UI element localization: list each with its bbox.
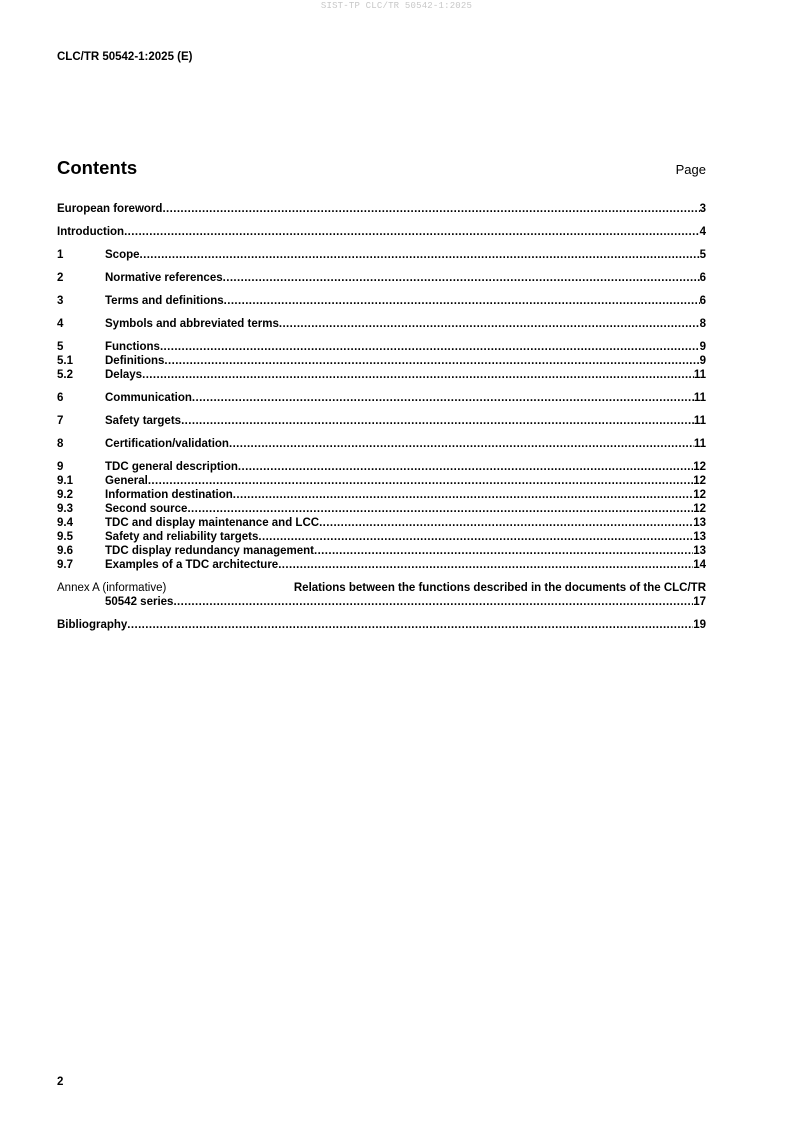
toc-entry[interactable]	[57, 225, 706, 239]
toc-entry-number: 5.2	[57, 369, 73, 381]
toc-entry-page: 14	[693, 559, 706, 571]
toc-entry[interactable]	[57, 488, 706, 502]
toc-entry-number: 1	[57, 249, 64, 261]
toc-entry-title: Normative references	[105, 272, 223, 284]
toc-entry-title: Safety targets	[105, 415, 182, 427]
toc-entry[interactable]	[57, 544, 706, 558]
dot-leader	[142, 368, 694, 382]
dot-leader	[127, 618, 693, 632]
page-column-label: Page	[675, 162, 706, 177]
toc-entry-number: 9.3	[57, 503, 73, 515]
dot-leader	[314, 544, 693, 558]
toc-entry-page: 4	[699, 226, 706, 238]
dot-leader	[279, 317, 700, 331]
toc-entry-page: 12	[693, 503, 706, 515]
toc-entry-bibliography[interactable]	[57, 618, 706, 632]
toc-entry-page: 13	[693, 545, 706, 557]
toc-entry-page: 13	[693, 531, 706, 543]
dot-leader	[160, 340, 700, 354]
dot-leader	[278, 558, 693, 572]
dot-leader	[148, 474, 693, 488]
dot-leader	[181, 414, 694, 428]
dot-leader	[162, 202, 699, 216]
toc-entry-title: Symbols and abbreviated terms	[105, 318, 279, 330]
toc-entry[interactable]	[57, 391, 706, 405]
toc-entry-title: Certification/validation	[105, 438, 229, 450]
dot-leader	[187, 502, 693, 516]
dot-leader	[258, 530, 693, 544]
toc-entry[interactable]	[57, 248, 706, 262]
toc-entry-title: TDC general description	[105, 461, 238, 473]
toc-entry[interactable]	[57, 460, 706, 474]
toc-entry-page: 11	[693, 369, 706, 381]
toc-entry-number: 9.6	[57, 545, 73, 557]
toc-entry-page: 12	[693, 461, 706, 473]
toc-entry-page: 19	[693, 619, 706, 631]
dot-leader	[173, 595, 693, 609]
toc-entry-page: 17	[693, 596, 706, 608]
toc-entry[interactable]	[57, 502, 706, 516]
toc-entry[interactable]	[57, 354, 706, 368]
toc-entry-number: 8	[57, 438, 64, 450]
toc-entry-page: 12	[693, 489, 706, 501]
dot-leader	[164, 354, 699, 368]
dot-leader	[319, 516, 693, 530]
toc-entry-title: European foreword	[57, 203, 163, 215]
toc-entry[interactable]	[57, 474, 706, 488]
toc-entry-page: 5	[699, 249, 706, 261]
toc-entry-number: 5	[57, 341, 64, 353]
toc-entry-title: Scope	[105, 249, 140, 261]
toc-entry[interactable]	[57, 340, 706, 354]
toc-entry-page: 9	[699, 355, 706, 367]
toc-entry-title: Safety and reliability targets	[105, 531, 259, 543]
dot-leader	[124, 225, 700, 239]
dot-leader	[224, 294, 700, 308]
toc-entry[interactable]	[57, 368, 706, 382]
toc-entry-number: 3	[57, 295, 64, 307]
toc-entry[interactable]	[57, 294, 706, 308]
toc-entry-title: General	[105, 475, 148, 487]
contents-heading: Contents	[57, 157, 138, 178]
toc-entry-page: 9	[699, 341, 706, 353]
annex-title-line2: 50542 series	[105, 596, 174, 608]
toc-entry-number: 9	[57, 461, 64, 473]
toc-entry-title: Functions	[105, 341, 160, 353]
toc-entry-page: 6	[699, 272, 706, 284]
document-id: CLC/TR 50542-1:2025 (E)	[57, 51, 193, 63]
toc-entry[interactable]	[57, 414, 706, 428]
toc-entry[interactable]	[57, 202, 706, 216]
toc-entry-page: 8	[699, 318, 706, 330]
watermark: SIST-TP CLC/TR 50542-1:2025	[320, 1, 473, 11]
page-number: 2	[57, 1076, 64, 1088]
toc-entry-number: 9.2	[57, 489, 73, 501]
toc-entry-title: Terms and definitions	[105, 295, 224, 307]
toc-annex-a[interactable]	[57, 581, 706, 595]
toc-annex-a-continuation[interactable]	[57, 595, 706, 609]
toc-entry-number: 9.4	[57, 517, 73, 529]
toc-entry-title: Bibliography	[57, 619, 128, 631]
toc-entry[interactable]	[57, 437, 706, 451]
toc-entry-title: TDC and display maintenance and LCC	[105, 517, 320, 529]
toc-entry-title: Second source	[105, 503, 188, 515]
toc-entry[interactable]	[57, 516, 706, 530]
toc-entry-page: 3	[699, 203, 706, 215]
dot-leader	[223, 271, 700, 285]
dot-leader	[238, 460, 693, 474]
toc-entry-number: 5.1	[57, 355, 73, 367]
toc-entry-title: Introduction	[57, 226, 125, 238]
toc-entry[interactable]	[57, 530, 706, 544]
dot-leader	[229, 437, 694, 451]
toc-entry-number: 9.1	[57, 475, 73, 487]
toc-entry-number: 7	[57, 415, 64, 427]
toc-entry-page: 12	[693, 475, 706, 487]
toc-entry-page: 11	[693, 392, 706, 404]
toc-entry-title: Delays	[105, 369, 143, 381]
toc-entry-page: 11	[693, 415, 706, 427]
toc-entry-number: 2	[57, 272, 64, 284]
toc-entry-number: 6	[57, 392, 64, 404]
toc-entry-title: TDC display redundancy management	[105, 545, 314, 557]
toc-entry[interactable]	[57, 271, 706, 285]
toc-entry[interactable]	[57, 317, 706, 331]
toc-entry-page: 13	[693, 517, 706, 529]
annex-title-line1: Relations between the functions described in the documents of the CLC/TR	[293, 582, 706, 594]
annex-label: Annex A (informative)	[57, 582, 167, 594]
toc-entry[interactable]	[57, 558, 706, 572]
toc-entry-number: 4	[57, 318, 64, 330]
toc-entry-title: Examples of a TDC architecture	[105, 559, 279, 571]
toc-entry-title: Information destination	[105, 489, 233, 501]
dot-leader	[233, 488, 693, 502]
dot-leader	[140, 248, 700, 262]
dot-leader	[192, 391, 694, 405]
toc-entry-number: 9.5	[57, 531, 73, 543]
table-of-contents	[57, 202, 706, 632]
toc-entry-page: 6	[699, 295, 706, 307]
toc-entry-page: 11	[693, 438, 706, 450]
toc-entry-number: 9.7	[57, 559, 73, 571]
toc-entry-title: Definitions	[105, 355, 165, 367]
toc-entry-title: Communication	[105, 392, 192, 404]
